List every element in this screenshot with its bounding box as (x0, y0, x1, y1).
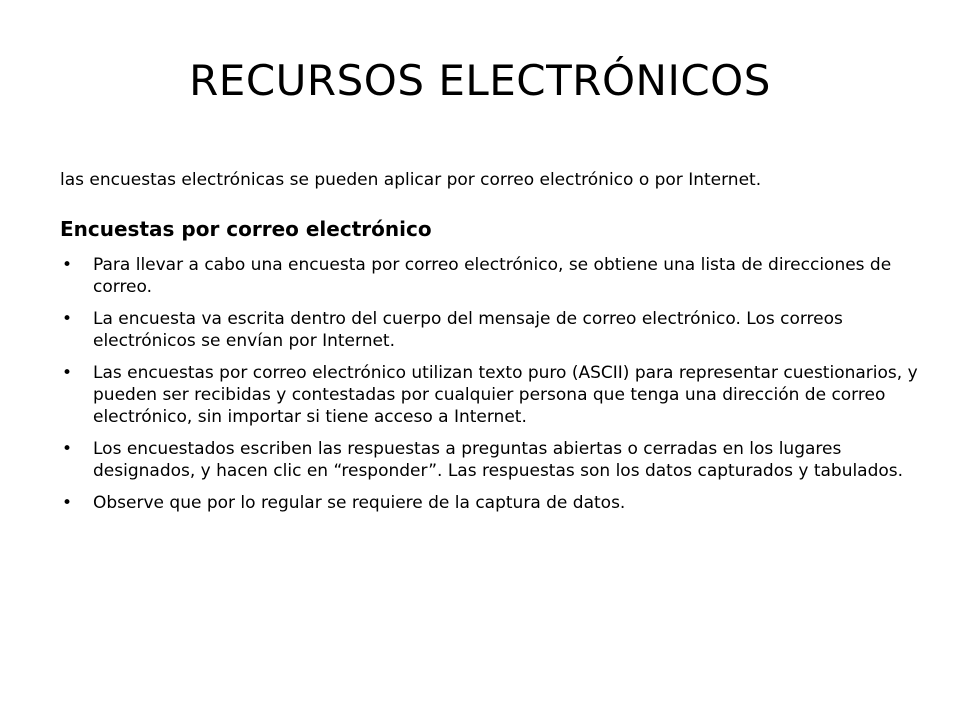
bullet-icon: • (62, 439, 73, 459)
bullet-text: Los encuestados escriben las respuestas a preguntas abiertas o cerradas en los lugares designados, y hacen clic en “responder”. Las respuestas son los datos capturados y tabulados. (93, 439, 904, 481)
list-item (60, 438, 920, 482)
bullet-text: Las encuestas por correo electrónico utilizan texto puro (ASCII) para representar cuestionarios, y pueden ser recibidas y contestadas por cualquier persona que tenga una dirección de correo electrónico, sin importar si tiene acceso a Internet. (93, 363, 918, 427)
bullet-text: Para llevar a cabo una encuesta por correo electrónico, se obtiene una lista de direcciones de correo. (93, 255, 892, 297)
list-item (60, 308, 920, 352)
bullet-icon: • (62, 363, 73, 383)
bullet-text: Observe que por lo regular se requiere de la captura de datos. (93, 493, 626, 513)
section-heading: Encuestas por correo electrónico (60, 217, 432, 241)
bullet-icon: • (62, 309, 73, 329)
bullet-list (60, 254, 920, 514)
intro-text: las encuestas electrónicas se pueden aplicar por correo electrónico o por Internet. (60, 170, 762, 190)
bullet-text: La encuesta va escrita dentro del cuerpo del mensaje de correo electrónico. Los correos electrónicos se envían por Internet. (93, 309, 843, 351)
list-item (60, 254, 920, 298)
bullet-icon: • (62, 255, 73, 275)
slide-title: RECURSOS ELECTRÓNICOS (189, 56, 771, 105)
list-item (60, 492, 920, 514)
bullet-icon: • (62, 493, 73, 513)
list-item (60, 362, 920, 428)
slide-content (60, 168, 920, 524)
